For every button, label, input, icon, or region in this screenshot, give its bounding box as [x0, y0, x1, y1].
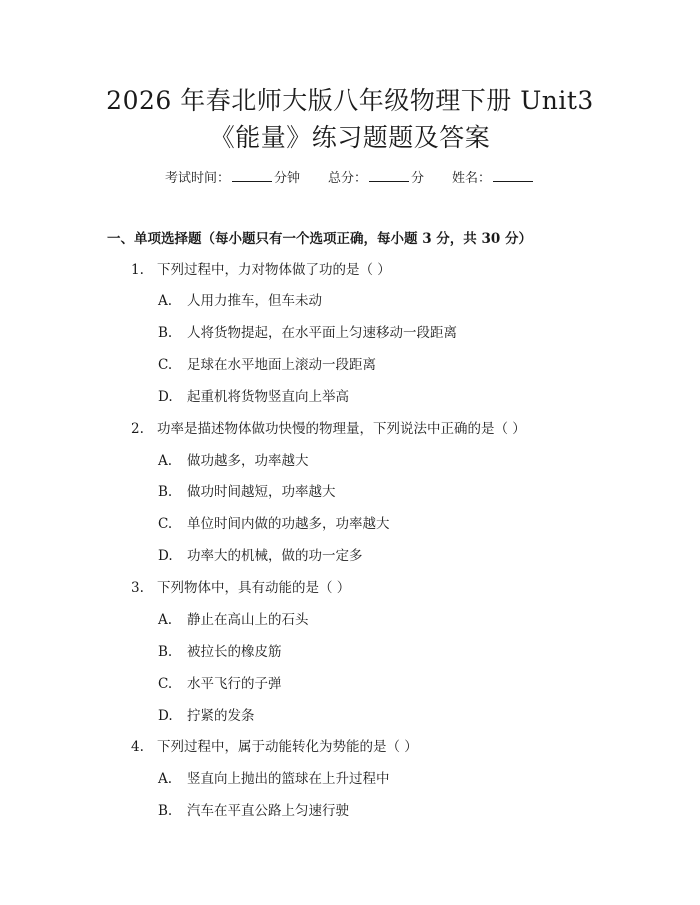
- question-number: 2.: [131, 421, 144, 437]
- option-letter: D.: [158, 548, 173, 564]
- exam-name-blank: [493, 169, 533, 182]
- option-letter: C.: [158, 357, 173, 373]
- question-number: 4.: [131, 739, 144, 755]
- question-1: [131, 260, 391, 280]
- option-text: 被拉长的橡皮筋: [187, 644, 282, 660]
- option-3c: [158, 674, 282, 694]
- option-text: 做功时间越短，功率越大: [187, 484, 336, 500]
- option-letter: D.: [158, 389, 173, 405]
- option-letter: B.: [158, 803, 173, 819]
- option-letter: A.: [158, 453, 173, 469]
- option-2a: [158, 451, 309, 471]
- exam-time: [165, 169, 300, 188]
- option-letter: A.: [158, 293, 173, 309]
- question-3: [131, 578, 350, 598]
- exam-name-label: 姓名：: [452, 171, 492, 186]
- option-text: 功率大的机械，做的功一定多: [187, 548, 363, 564]
- option-1d: [158, 387, 349, 407]
- option-2d: [158, 546, 363, 566]
- exam-score: [328, 169, 424, 188]
- question-2: [131, 419, 526, 439]
- option-text: 做功越多，功率越大: [187, 453, 309, 469]
- option-letter: B.: [158, 325, 173, 341]
- exam-score-blank: [369, 169, 409, 182]
- option-text: 水平飞行的子弹: [187, 676, 282, 692]
- option-4a: [158, 769, 390, 789]
- option-letter: A.: [158, 771, 173, 787]
- option-text: 人将货物提起，在水平面上匀速移动一段距离: [187, 325, 457, 341]
- exam-score-unit: 分: [411, 171, 425, 186]
- option-4b: [158, 801, 349, 821]
- option-3d: [158, 706, 255, 726]
- option-letter: B.: [158, 484, 173, 500]
- option-letter: D.: [158, 708, 173, 724]
- option-1b: [158, 323, 457, 343]
- question-4: [131, 737, 418, 757]
- option-text: 汽车在平直公路上匀速行驶: [187, 803, 349, 819]
- option-1a: [158, 291, 322, 311]
- option-letter: C.: [158, 676, 173, 692]
- question-number: 3.: [131, 580, 144, 596]
- option-text: 足球在水平地面上滚动一段距离: [187, 357, 376, 373]
- option-letter: C.: [158, 516, 173, 532]
- exam-time-unit: 分钟: [273, 171, 300, 186]
- option-text: 拧紧的发条: [187, 708, 255, 724]
- option-text: 竖直向上抛出的篮球在上升过程中: [187, 771, 390, 787]
- option-2c: [158, 514, 390, 534]
- option-text: 单位时间内做的功越多，功率越大: [187, 516, 390, 532]
- option-2b: [158, 482, 336, 502]
- document-title-line1: 2026 年春北师大版八年级物理下册 Unit3: [106, 86, 594, 115]
- question-text: 下列过程中，属于动能转化为势能的是（ ）: [157, 739, 418, 755]
- section-heading: 一、单项选择题（每小题只有一个选项正确，每小题 3 分，共 30 分）: [107, 231, 532, 247]
- option-text: 静止在高山上的石头: [187, 612, 309, 628]
- exam-name: [452, 169, 535, 188]
- question-text: 下列物体中，具有动能的是（ ）: [157, 580, 351, 596]
- option-3b: [158, 642, 282, 662]
- exam-meta: [0, 169, 700, 188]
- document-title-line2: 《能量》练习题题及答案: [209, 123, 491, 152]
- question-text: 功率是描述物体做功快慢的物理量，下列说法中正确的是（ ）: [157, 421, 526, 437]
- exam-score-label: 总分：: [327, 171, 367, 186]
- option-1c: [158, 355, 376, 375]
- option-text: 起重机将货物竖直向上举高: [187, 389, 349, 405]
- exam-time-label: 考试时间：: [164, 171, 230, 186]
- exam-time-blank: [232, 169, 272, 182]
- question-number: 1.: [131, 262, 144, 278]
- question-text: 下列过程中，力对物体做了功的是（ ）: [157, 262, 391, 278]
- option-text: 人用力推车，但车未动: [187, 293, 322, 309]
- option-letter: A.: [158, 612, 173, 628]
- option-3a: [158, 610, 309, 630]
- option-letter: B.: [158, 644, 173, 660]
